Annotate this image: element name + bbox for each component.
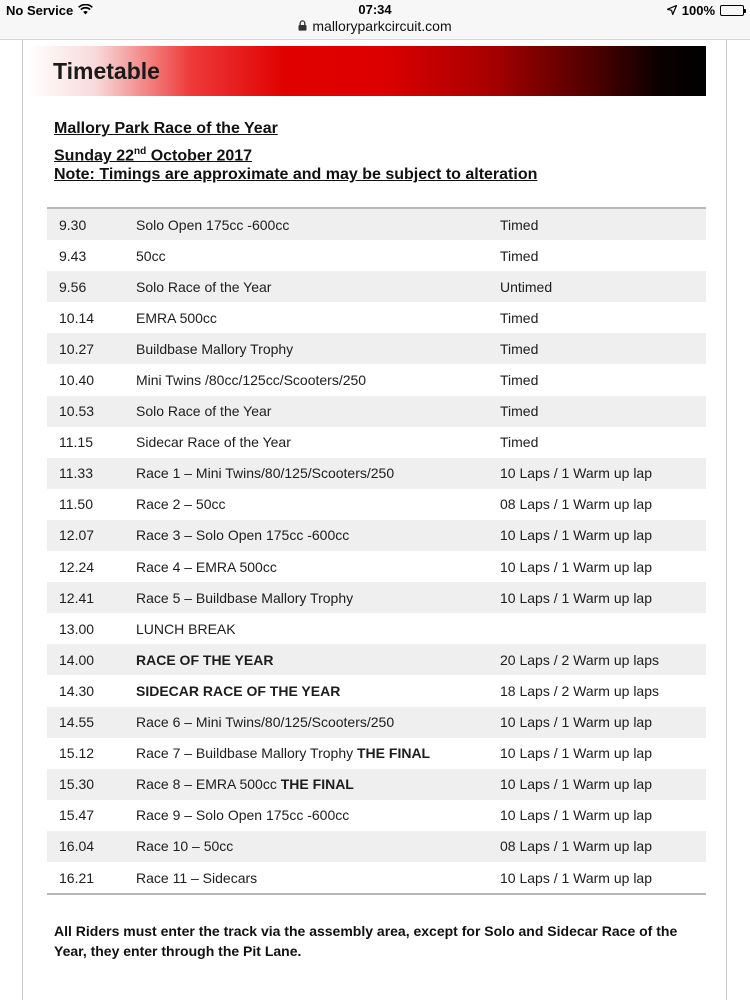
timing-note: Note: Timings are approximate and may be subject to alteration: [54, 166, 538, 183]
row-laps: 08 Laps / 1 Warm up lap: [500, 838, 653, 855]
row-laps: 10 Laps / 1 Warm up lap: [500, 589, 653, 606]
row-laps: 10 Laps / 1 Warm up lap: [500, 807, 653, 824]
row-event-text: Solo Open 175cc -600cc: [136, 216, 290, 233]
row-time: 10.53: [59, 403, 95, 420]
row-event: [136, 559, 500, 575]
row-laps: Untimed: [500, 278, 553, 295]
row-event: [136, 434, 500, 450]
table-row: [47, 396, 706, 427]
table-row: [47, 489, 706, 520]
status-bar: [0, 0, 750, 40]
row-laps: 10 Laps / 1 Warm up lap: [500, 527, 653, 544]
row-event: [136, 279, 500, 295]
table-row: [47, 831, 706, 862]
row-event-text: EMRA 500cc: [136, 309, 217, 326]
row-event-text: Race 2 – 50cc: [136, 496, 226, 513]
row-event: [136, 217, 500, 233]
row-event-text: 50cc: [136, 247, 166, 264]
row-event: [136, 683, 500, 699]
row-event-text: Race 6 – Mini Twins/80/125/Scooters/250: [136, 714, 395, 731]
row-laps: 10 Laps / 1 Warm up lap: [500, 558, 653, 575]
table-row: [47, 458, 706, 489]
table-row: [47, 613, 706, 644]
row-laps: 10 Laps / 1 Warm up lap: [500, 869, 653, 886]
table-row: [47, 333, 706, 364]
row-event: [136, 403, 500, 419]
row-event: [136, 372, 500, 388]
row-laps: Timed: [500, 434, 539, 451]
row-event-text: Solo Race of the Year: [136, 278, 272, 295]
table-row: [47, 800, 706, 831]
battery-icon: [720, 5, 744, 16]
status-right: [667, 3, 744, 18]
row-time: 16.04: [59, 838, 95, 855]
row-laps: 10 Laps / 1 Warm up lap: [500, 714, 653, 731]
row-laps: Timed: [500, 340, 539, 357]
row-time: 11.50: [59, 496, 93, 513]
table-row: [47, 520, 706, 551]
row-event: [136, 870, 500, 886]
row-event-text: Race 7 – Buildbase Mallory Trophy: [136, 745, 357, 762]
row-time: 10.14: [59, 309, 95, 326]
row-time: 14.00: [59, 651, 95, 668]
row-event-text: Race 10 – 50cc: [136, 838, 234, 855]
row-time: 16.21: [59, 869, 95, 886]
row-time: 12.24: [59, 558, 95, 575]
table-row: [47, 644, 706, 675]
timetable-banner: [28, 46, 706, 96]
row-event: [136, 807, 500, 823]
row-laps: 10 Laps / 1 Warm up lap: [500, 745, 653, 762]
row-event-text: Sidecar Race of the Year: [136, 434, 291, 451]
row-time: 12.07: [59, 527, 95, 544]
row-laps: Timed: [500, 309, 539, 326]
row-event-text: RACE OF THE YEAR: [136, 651, 274, 668]
event-date-suffix: October 2017: [146, 147, 253, 165]
location-arrow-icon: [667, 3, 677, 18]
row-event: [136, 776, 500, 792]
row-event-text: Mini Twins /80cc/125cc/Scooters/250: [136, 372, 367, 389]
row-laps: 18 Laps / 2 Warm up laps: [500, 682, 660, 699]
url-text[interactable]: malloryparkcircuit.com: [312, 18, 452, 34]
table-row: [47, 769, 706, 800]
row-event-text: Race 4 – EMRA 500cc: [136, 558, 277, 575]
row-time: 9.30: [59, 216, 87, 233]
row-event-text: Buildbase Mallory Trophy: [136, 340, 294, 357]
event-date-suffix-ordinal: nd: [134, 146, 147, 157]
row-event-text: Race 3 – Solo Open 175cc -600cc: [136, 527, 350, 544]
clock: 07:34: [358, 2, 392, 17]
row-event-text: SIDECAR RACE OF THE YEAR: [136, 682, 341, 699]
carrier-label: No Service: [6, 3, 74, 18]
row-event: [136, 621, 500, 637]
timetable: [47, 207, 706, 895]
row-laps: Timed: [500, 372, 539, 389]
row-time: 9.43: [59, 247, 87, 264]
table-row: [47, 862, 706, 893]
row-event-text: Race 11 – Sidecars: [136, 869, 258, 886]
row-event: [136, 310, 500, 326]
row-time: 11.15: [59, 434, 93, 451]
row-event: [136, 527, 500, 543]
row-time: 15.12: [59, 745, 95, 762]
table-row: [47, 427, 706, 458]
row-event-emphasis: THE FINAL: [357, 745, 431, 762]
row-event: [136, 590, 500, 606]
table-row: [47, 582, 706, 613]
footer-note: All Riders must enter the track via the assembly area, except for Solo and Sidecar Race of the Year, they enter through the Pit Lane.: [54, 923, 678, 959]
event-date-prefix: Sunday 22: [54, 147, 135, 165]
row-time: 11.33: [59, 465, 93, 482]
row-time: 12.41: [59, 589, 95, 606]
row-laps: 10 Laps / 1 Warm up lap: [500, 465, 653, 482]
row-laps: Timed: [500, 403, 539, 420]
table-row: [47, 707, 706, 738]
table-row: [47, 364, 706, 395]
row-laps: 08 Laps / 1 Warm up lap: [500, 496, 653, 513]
table-row: [47, 675, 706, 706]
row-time: 10.40: [59, 372, 95, 389]
table-row: [47, 302, 706, 333]
row-event-text: Race 1 – Mini Twins/80/125/Scooters/250: [136, 465, 395, 482]
row-event: [136, 341, 500, 357]
row-time: 15.47: [59, 807, 95, 824]
row-time: 10.27: [59, 340, 95, 357]
row-event: [136, 838, 500, 854]
battery-percent: 100%: [681, 3, 715, 18]
row-event: [136, 652, 500, 668]
banner-title: Timetable: [53, 58, 160, 84]
row-event-text: LUNCH BREAK: [136, 620, 236, 637]
row-event: [136, 496, 500, 512]
row-event: [136, 745, 500, 761]
table-row: [47, 551, 706, 582]
row-event-text: Race 5 – Buildbase Mallory Trophy: [136, 589, 354, 606]
row-time: 15.30: [59, 776, 95, 793]
address-bar[interactable]: [0, 18, 750, 34]
table-row: [47, 209, 706, 240]
table-row: [47, 738, 706, 769]
event-title: Mallory Park Race of the Year: [54, 120, 278, 137]
row-laps: 20 Laps / 2 Warm up laps: [500, 651, 660, 668]
lock-icon: [298, 18, 307, 34]
row-time: 13.00: [59, 620, 95, 637]
row-event: [136, 714, 500, 730]
row-event-emphasis: THE FINAL: [280, 776, 354, 793]
row-event: [136, 248, 500, 264]
row-event-text: Race 8 – EMRA 500cc: [136, 776, 281, 793]
row-laps: Timed: [500, 216, 539, 233]
row-event-text: Race 9 – Solo Open 175cc -600cc: [136, 807, 350, 824]
row-laps: 10 Laps / 1 Warm up lap: [500, 776, 653, 793]
row-event: [136, 465, 500, 481]
row-time: 14.30: [59, 682, 95, 699]
row-laps: Timed: [500, 247, 539, 264]
table-row: [47, 240, 706, 271]
table-row: [47, 271, 706, 302]
row-event-text: Solo Race of the Year: [136, 403, 272, 420]
row-time: 9.56: [59, 278, 87, 295]
row-time: 14.55: [59, 714, 95, 731]
